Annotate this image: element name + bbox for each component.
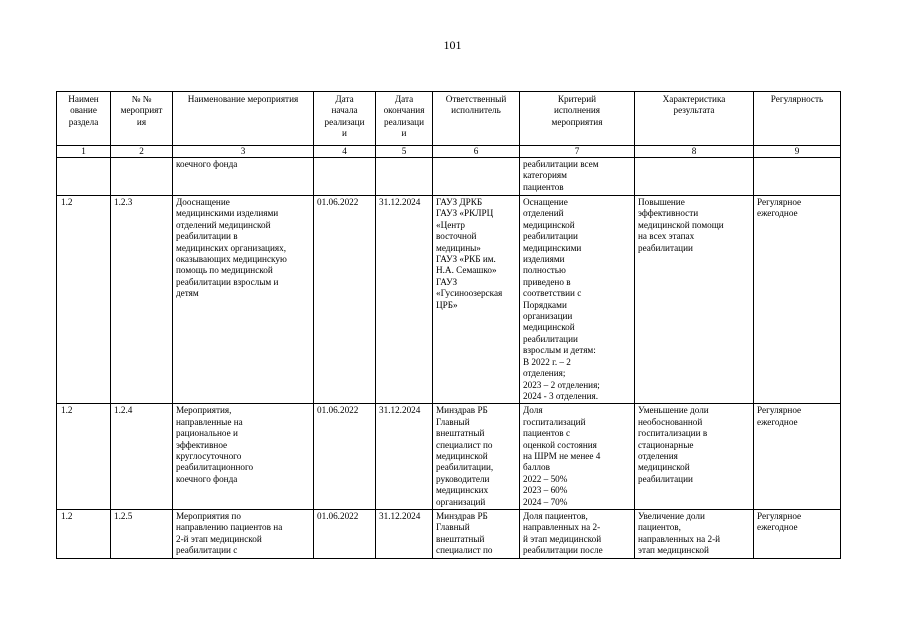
column-number: 1: [57, 146, 111, 158]
table-cell: [111, 158, 173, 196]
table-cell: Минздрав РБ Главный внештатный специалист по: [433, 509, 520, 558]
table-cell: Уменьшение доли необоснованной госпитализации в стационарные отделения медицинской реабилитации: [635, 404, 754, 510]
table-cell: Минздрав РБ Главный внештатный специалист по медицинской реабилитации, руководители медицинских организаций: [433, 404, 520, 510]
table-cell: 1.2: [57, 404, 111, 510]
table-row: [57, 158, 841, 196]
table-cell: [57, 158, 111, 196]
header-cell: Регулярность: [754, 92, 841, 146]
table-cell: реабилитации всем категориям пациентов: [520, 158, 635, 196]
column-number: 5: [376, 146, 433, 158]
table-cell: [376, 158, 433, 196]
table-cell: Мероприятия по направлению пациентов на 2-й этап медицинской реабилитации с: [173, 509, 314, 558]
column-number-row: [57, 146, 841, 158]
page-number: 101: [443, 38, 462, 52]
column-number: 8: [635, 146, 754, 158]
table-row: [57, 509, 841, 558]
table-cell: Доля пациентов, направленных на 2- й этап медицинской реабилитации после: [520, 509, 635, 558]
table-cell: 31.12.2024: [376, 196, 433, 404]
header-cell: Характеристика результата: [635, 92, 754, 146]
table-cell: Повышение эффективности медицинской помощи на всех этапах реабилитации: [635, 196, 754, 404]
table-cell: 01.06.2022: [314, 404, 376, 510]
header-cell: Дата окончания реализаци и: [376, 92, 433, 146]
table-cell: 1.2.4: [111, 404, 173, 510]
table-cell: 01.06.2022: [314, 509, 376, 558]
header-cell: № № мероприят ия: [111, 92, 173, 146]
header-cell: Критерий исполнения мероприятия: [520, 92, 635, 146]
table-cell: [314, 158, 376, 196]
column-number: 7: [520, 146, 635, 158]
table-cell: 1.2.5: [111, 509, 173, 558]
table-cell: [754, 158, 841, 196]
table-cell: [433, 158, 520, 196]
table-cell: 31.12.2024: [376, 509, 433, 558]
table-cell: 1.2.3: [111, 196, 173, 404]
header-cell: Ответственный исполнитель: [433, 92, 520, 146]
table-cell: Оснащение отделений медицинской реабилитации медицинскими изделиями полностью приведено в соответствии с Порядками организации медицинской реабилитации взрослым и детям: В 2022 г. – 2 отделения; 2023 – 2 отделения; 2024 - 3 отделения.: [520, 196, 635, 404]
table-cell: Регулярное ежегодное: [754, 196, 841, 404]
table-cell: Увеличение доли пациентов, направленных на 2-й этап медицинской: [635, 509, 754, 558]
header-cell: Наимен ование раздела: [57, 92, 111, 146]
table-row: [57, 404, 841, 510]
table-cell: коечного фонда: [173, 158, 314, 196]
table-cell: 31.12.2024: [376, 404, 433, 510]
table-cell: Регулярное ежегодное: [754, 509, 841, 558]
column-number: 4: [314, 146, 376, 158]
table-cell: [635, 158, 754, 196]
table-cell: Регулярное ежегодное: [754, 404, 841, 510]
column-number: 9: [754, 146, 841, 158]
table-cell: Дооснащение медицинскими изделиями отделений медицинской реабилитации в медицинских организациях, оказывающих медицинскую помощь по медицинской реабилитации взрослым и детям: [173, 196, 314, 404]
measures-table: [56, 91, 841, 559]
header-cell: Дата начала реализаци и: [314, 92, 376, 146]
table-cell: 01.06.2022: [314, 196, 376, 404]
table-cell: ГАУЗ ДРКБ ГАУЗ «РКЛРЦ «Центр восточной медицины» ГАУЗ «РКБ им. Н.А. Семашко» ГАУЗ «Гусиноозерская ЦРБ»: [433, 196, 520, 404]
column-number: 2: [111, 146, 173, 158]
table-cell: 1.2: [57, 196, 111, 404]
header-cell: Наименование мероприятия: [173, 92, 314, 146]
table-cell: Мероприятия, направленные на рациональное и эффективное круглосуточного реабилитационного коечного фонда: [173, 404, 314, 510]
column-number: 3: [173, 146, 314, 158]
table-header-row: [57, 92, 841, 146]
table-cell: 1.2: [57, 509, 111, 558]
column-number: 6: [433, 146, 520, 158]
table-cell: Доля госпитализаций пациентов с оценкой состояния на ШРМ не менее 4 баллов 2022 – 50% 2023 – 60% 2024 – 70%: [520, 404, 635, 510]
table-row: [57, 196, 841, 404]
